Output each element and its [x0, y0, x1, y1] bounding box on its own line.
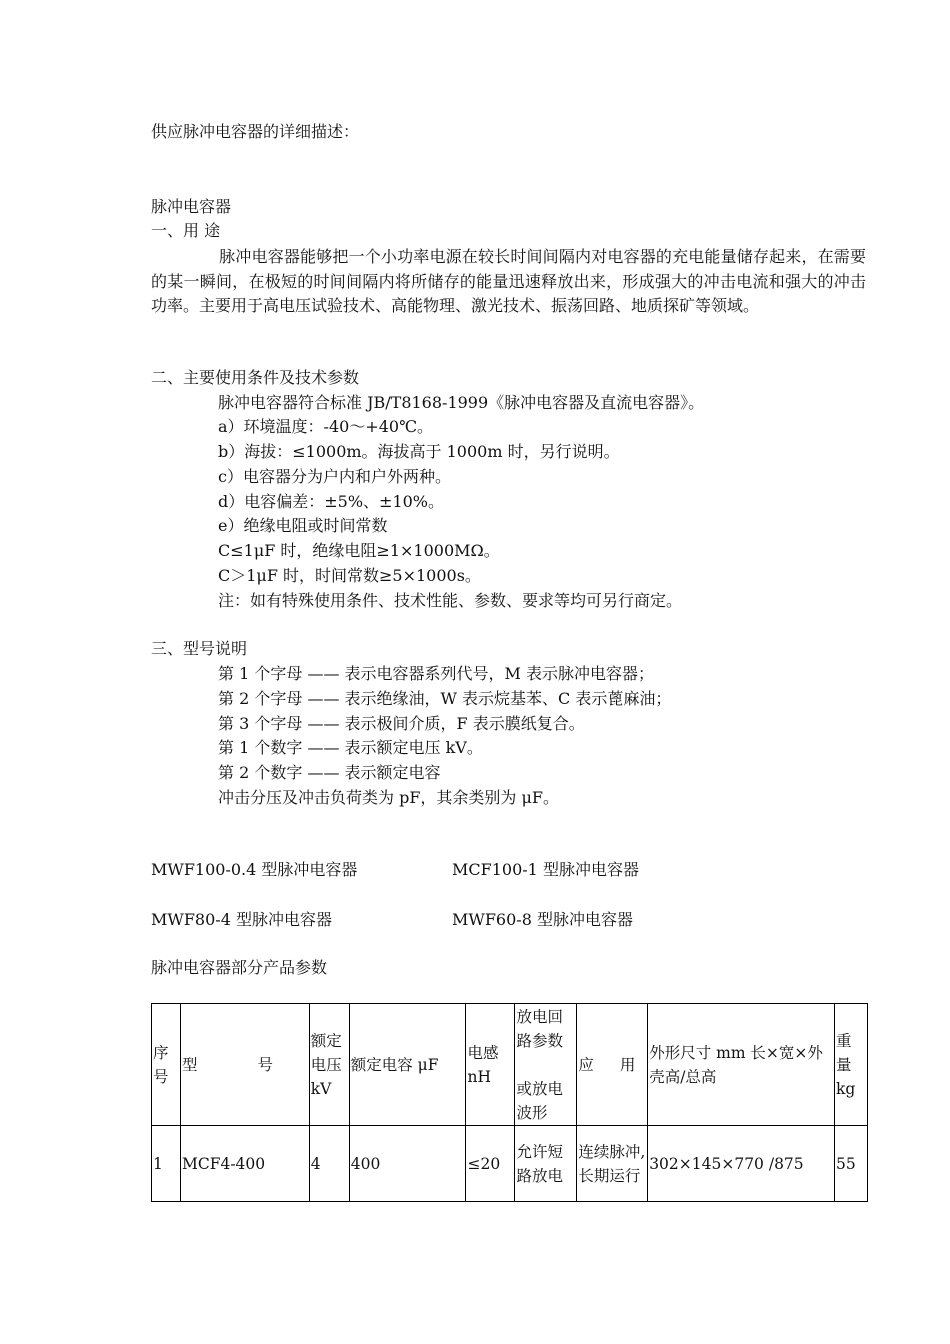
- section1-heading: 一、用 途: [151, 221, 221, 240]
- section2-line: C≤1μF 时，绝缘电阻≥1×1000MΩ。: [218, 541, 500, 560]
- section2-line: c）电容器分为户内和户外两种。: [218, 467, 451, 486]
- section3-line: 第 2 个字母 —— 表示绝缘油，W 表示烷基苯、C 表示蓖麻油；: [218, 689, 672, 708]
- section3-heading: 三、型号说明: [151, 639, 248, 658]
- cell-discharge: 允许短路放电: [515, 1126, 577, 1202]
- intro-line: 供应脉冲电容器的详细描述：: [151, 122, 360, 141]
- header-voltage: 额定电压 kV: [309, 1004, 349, 1126]
- header-discharge: [515, 1004, 577, 1126]
- section2-line: C＞1μF 时，时间常数≥5×1000s。: [218, 566, 481, 585]
- cell-no: 1: [152, 1126, 181, 1202]
- section2-note: 注：如有特殊使用条件、技术性能、参数、要求等均可另行商定。: [218, 591, 683, 610]
- section3-line: 第 2 个数字 —— 表示额定电容: [218, 763, 441, 782]
- model-caption: MWF100-0.4 型脉冲电容器: [151, 860, 358, 879]
- cell-application: 连续脉冲,长期运行: [577, 1126, 648, 1202]
- section1-body: [151, 245, 866, 319]
- section2-heading: 二、主要使用条件及技术参数: [151, 368, 360, 387]
- header-model-part: 号: [257, 1055, 273, 1074]
- model-caption: MCF100-1 型脉冲电容器: [452, 860, 639, 879]
- cell-dimensions: 302×145×770 /875: [648, 1126, 835, 1202]
- product-parameter-table: [151, 1003, 868, 1202]
- section2-line: e）绝缘电阻或时间常数: [218, 516, 388, 535]
- header-model-part: 型: [181, 1055, 198, 1074]
- header-model: [180, 1004, 309, 1126]
- model-caption: MWF80-4 型脉冲电容器: [151, 910, 332, 929]
- table-row: [152, 1126, 868, 1202]
- cell-inductance: ≤20: [466, 1126, 515, 1202]
- header-application: [577, 1004, 648, 1126]
- header-capacitance: 额定电容 μF: [349, 1004, 466, 1126]
- header-application-part: 应: [578, 1055, 594, 1074]
- section1-body-text: 脉冲电容器能够把一个小功率电源在较长时间间隔内对电容器的充电能量储存起来，在需要的某一瞬间，在极短的时间间隔内将所储存的能量迅速释放出来，形成强大的冲击电流和强大的冲击功率。主要用于高电压试验技术、高能物理、激光技术、振荡回路、地质探矿等领域。: [151, 247, 866, 315]
- section3-line: 冲击分压及冲击负荷类为 pF，其余类别为 μF。: [218, 788, 560, 807]
- header-application-part: 用: [619, 1055, 636, 1074]
- header-no: 序号: [152, 1004, 181, 1126]
- section2-line: a）环境温度：-40～+40℃。: [218, 417, 433, 436]
- header-discharge-part: 或放电波形: [516, 1080, 563, 1122]
- section3-line: 第 1 个数字 —— 表示额定电压 kV。: [218, 738, 483, 757]
- section2-line: 脉冲电容器符合标准 JB/T8168-1999《脉冲电容器及直流电容器》。: [218, 393, 705, 412]
- section2-line: d）电容偏差：±5%、±10%。: [218, 492, 445, 511]
- section2-line: b）海拔：≤1000m。海拔高于 1000m 时，另行说明。: [218, 442, 620, 461]
- table-header-row: [152, 1004, 868, 1126]
- header-dimensions: 外形尺寸 mm 长×宽×外壳高/总高: [648, 1004, 835, 1126]
- section3-line: 第 3 个字母 —— 表示极间介质，F 表示膜纸复合。: [218, 714, 585, 733]
- cell-voltage: 4: [309, 1126, 349, 1202]
- product-title: 脉冲电容器: [151, 197, 232, 216]
- header-inductance: 电感 nH: [466, 1004, 515, 1126]
- header-weight: 重量 kg: [834, 1004, 867, 1126]
- section3-line: 第 1 个字母 —— 表示电容器系列代号，M 表示脉冲电容器；: [218, 664, 654, 683]
- model-caption: MWF60-8 型脉冲电容器: [452, 910, 633, 929]
- header-discharge-part: 放电回路参数: [516, 1008, 563, 1050]
- cell-capacitance: 400: [349, 1126, 466, 1202]
- table-title: 脉冲电容器部分产品参数: [151, 958, 328, 977]
- cell-weight: 55: [834, 1126, 867, 1202]
- cell-model: MCF4-400: [180, 1126, 309, 1202]
